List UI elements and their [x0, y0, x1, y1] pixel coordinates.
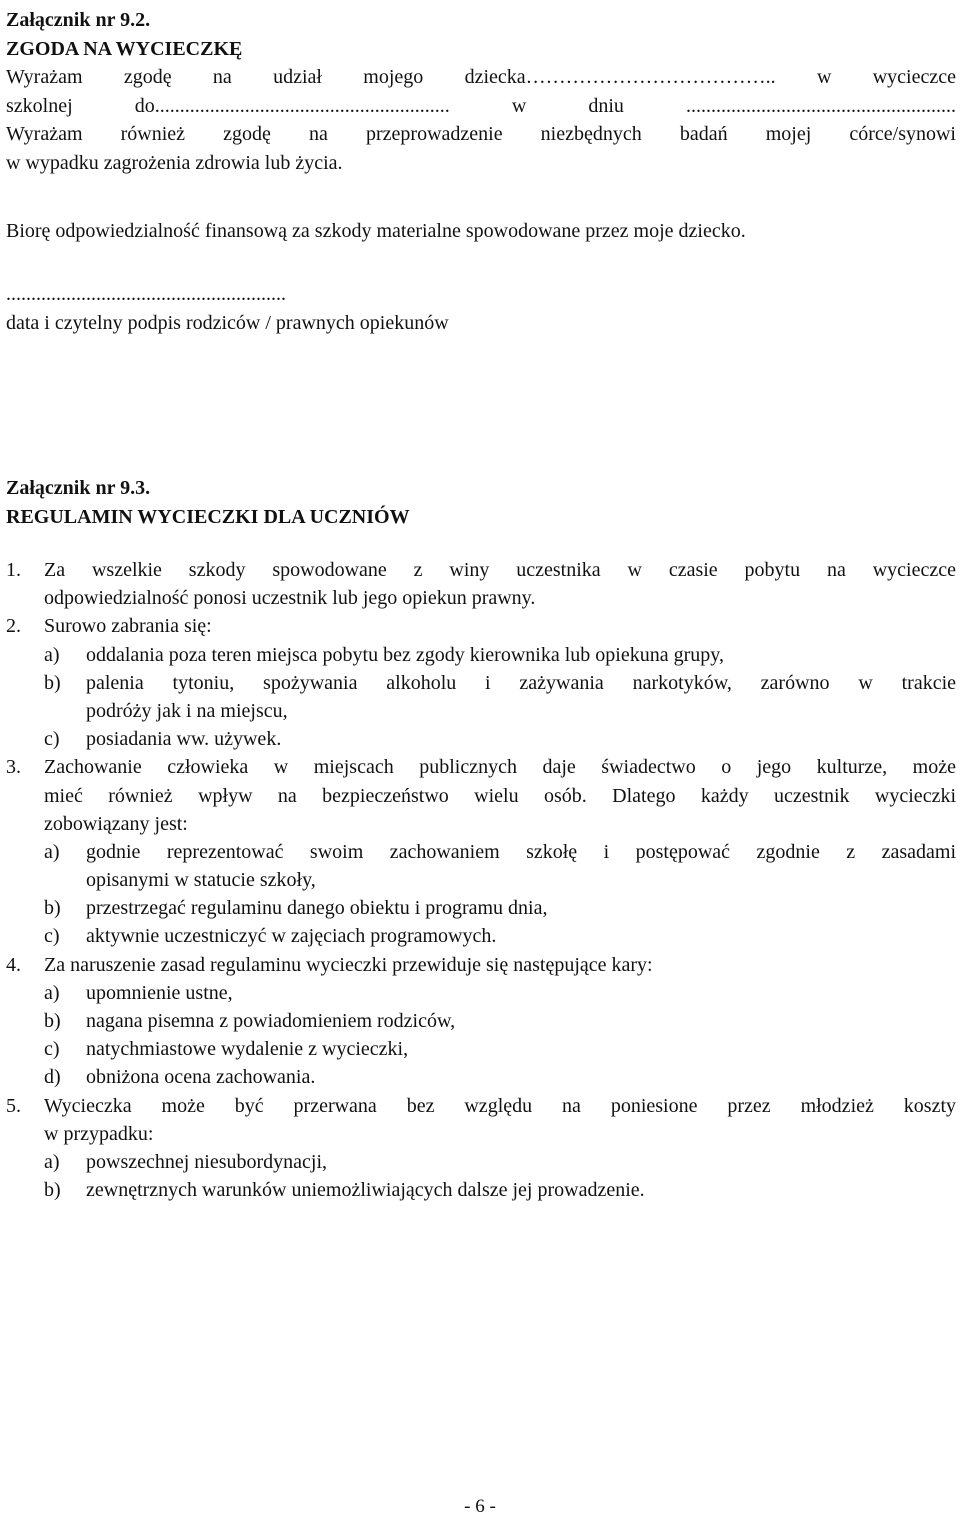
- rule-item-4: [6, 951, 956, 979]
- subitem-label: b): [44, 897, 61, 920]
- rule-number: 2.: [6, 615, 21, 638]
- regulations-list: [6, 556, 956, 1204]
- rule-number: 4.: [6, 953, 21, 976]
- rule-subitem: [6, 894, 956, 922]
- rule-text-continuation: w przypadku:: [44, 1122, 154, 1145]
- rule-text-continuation: mieć również wpływ na bezpieczeństwo wielu osób. Dlatego każdy uczestnik wycieczki: [44, 784, 956, 807]
- subitem-text: oddalania poza teren miejsca pobytu bez zgody kierownika lub opiekuna grupy,: [86, 643, 724, 666]
- rule-subitem: [6, 1148, 956, 1176]
- rule-subitem: [6, 725, 956, 753]
- subitem-label: a): [44, 1150, 60, 1173]
- regulations-header: [6, 474, 956, 531]
- rule-text-continuation: odpowiedzialność ponosi uczestnik lub jego opiekun prawny.: [44, 587, 536, 610]
- subitem-text: posiadania ww. używek.: [86, 728, 282, 751]
- subitem-text: nagana pisemna z powiadomieniem rodziców,: [86, 1010, 456, 1032]
- subitem-label: d): [44, 1066, 61, 1089]
- regulations-title: REGULAMIN WYCIECZKI DLA UCZNIÓW: [6, 505, 410, 528]
- subitem-label: a): [44, 840, 60, 863]
- subitem-label: a): [44, 643, 60, 666]
- rule-text: Wycieczka może być przerwana bez względu na poniesione przez młodzież koszty: [44, 1094, 956, 1117]
- consent-annex-heading: Załącznik nr 9.2.: [6, 9, 151, 31]
- rule-subitem: [6, 922, 956, 950]
- rule-subitem: [6, 1063, 956, 1091]
- subitem-text: przestrzegać regulaminu danego obiektu i programu dnia,: [86, 897, 548, 920]
- subitem-label: a): [44, 981, 60, 1004]
- consent-line: w wypadku zagrożenia zdrowia lub życia.: [6, 151, 343, 174]
- rule-number: 3.: [6, 756, 21, 779]
- rule-item-1: [6, 556, 956, 584]
- consent-section: [6, 6, 956, 177]
- rule-subitem: [6, 1176, 956, 1204]
- rule-item-3: [6, 753, 956, 781]
- subitem-label: b): [44, 1010, 61, 1032]
- signature-caption: data i czytelny podpis rodziców / prawnych opiekunów: [6, 312, 449, 334]
- subitem-label: c): [44, 925, 60, 948]
- subitem-text: powszechnej niesubordynacji,: [86, 1150, 328, 1173]
- rule-text: Zachowanie człowieka w miejscach publicznych daje świadectwo o jego kulturze, może: [44, 756, 956, 779]
- signature-block: [6, 280, 956, 338]
- consent-line: Wyrażam również zgodę na przeprowadzenie niezbędnych badań mojej córce/synowi: [6, 123, 956, 145]
- responsibility-text: Biorę odpowiedzialność finansową za szkody materialne spowodowane przez moje dziecko.: [6, 220, 746, 242]
- rule-text: Za naruszenie zasad regulaminu wycieczki przewiduje się następujące kary:: [44, 953, 653, 976]
- subitem-label: c): [44, 1038, 60, 1061]
- rule-subitem: [6, 1007, 956, 1035]
- rule-subitem: [6, 1035, 956, 1063]
- signature-line: ........................................................: [6, 283, 286, 305]
- subitem-text: upomnienie ustne,: [86, 981, 233, 1004]
- rule-subitem: [6, 979, 956, 1007]
- page-number: - 6 -: [464, 1496, 496, 1517]
- rule-subitem: [6, 641, 956, 669]
- rule-number: 1.: [6, 559, 21, 581]
- subitem-text-continuation: opisanymi w statucie szkoły,: [86, 869, 316, 892]
- subitem-label: b): [44, 671, 61, 694]
- subitem-text: natychmiastowe wydalenie z wycieczki,: [86, 1038, 409, 1061]
- responsibility-statement: [6, 218, 956, 246]
- rule-item-2: [6, 612, 956, 640]
- rule-subitem: [6, 838, 956, 866]
- consent-line: Wyrażam zgodę na udział mojego dziecka……………………………….. w wycieczce: [6, 66, 956, 88]
- subitem-text-continuation: podróży jak i na miejscu,: [86, 699, 288, 722]
- subitem-text: palenia tytoniu, spożywania alkoholu i zażywania narkotyków, zarówno w trakcie: [86, 671, 956, 694]
- consent-title: ZGODA NA WYCIECZKĘ: [6, 37, 243, 60]
- subitem-label: b): [44, 1179, 61, 1202]
- rule-subitem: [6, 669, 956, 697]
- subitem-text: obniżona ocena zachowania.: [86, 1066, 316, 1089]
- consent-line: szkolnej do........................................................... w dniu ......................................................: [6, 94, 956, 117]
- rule-item-5: [6, 1092, 956, 1120]
- subitem-text: zewnętrznych warunków uniemożliwiających dalsze jej prowadzenie.: [86, 1179, 645, 1202]
- subitem-text: aktywnie uczestniczyć w zajęciach programowych.: [86, 925, 497, 948]
- rule-text: Za wszelkie szkody spowodowane z winy uczestnika w czasie pobytu na wycieczce: [44, 559, 956, 581]
- regulations-annex-heading: Załącznik nr 9.3.: [6, 477, 151, 499]
- rule-text: Surowo zabrania się:: [44, 615, 212, 638]
- subitem-text: godnie reprezentować swoim zachowaniem szkołę i postępować zgodnie z zasadami: [86, 840, 956, 863]
- rule-number: 5.: [6, 1094, 21, 1117]
- subitem-label: c): [44, 728, 60, 751]
- rule-text-continuation: zobowiązany jest:: [44, 812, 188, 835]
